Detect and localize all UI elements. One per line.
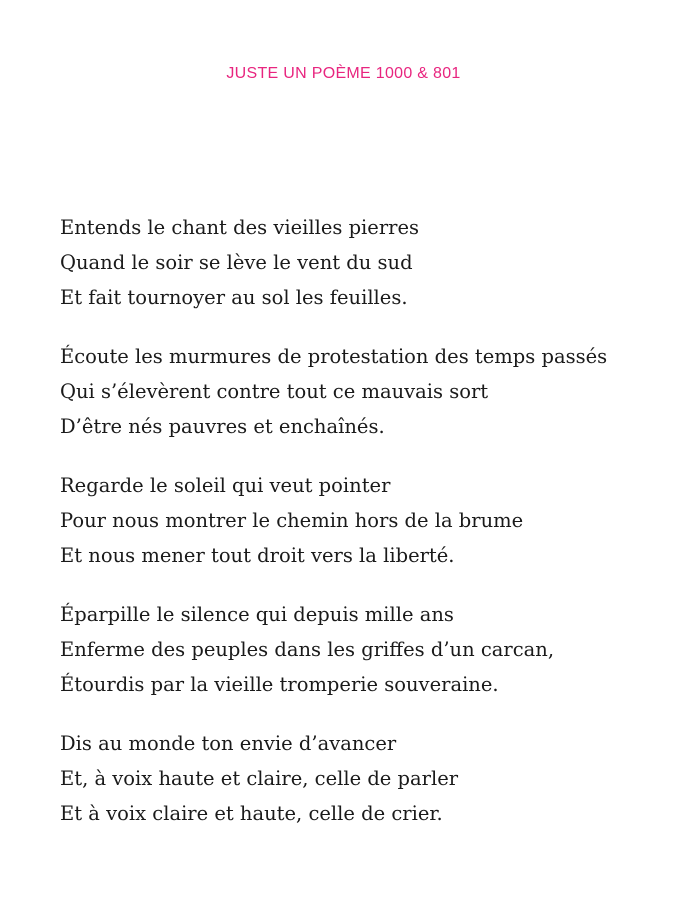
poem-line: Pour nous montrer le chemin hors de la brume bbox=[60, 509, 524, 532]
running-header: JUSTE UN POÈME 1000 & 801 bbox=[226, 65, 461, 82]
poem-line: Quand le soir se lève le vent du sud bbox=[60, 251, 413, 274]
poem-line: D’être nés pauvres et enchaînés. bbox=[60, 415, 385, 438]
poem-line: Et fait tournoyer au sol les feuilles. bbox=[60, 286, 408, 309]
stanza-1 bbox=[60, 210, 680, 315]
stanza-2 bbox=[60, 339, 680, 444]
poem-line: Et à voix claire et haute, celle de crier. bbox=[60, 802, 443, 825]
stanza-4 bbox=[60, 597, 680, 702]
poem-line: Qui s’élevèrent contre tout ce mauvais sort bbox=[60, 380, 489, 403]
poem-line: Écoute les murmures de protestation des temps passés bbox=[60, 345, 608, 368]
stanza-5 bbox=[60, 726, 680, 831]
poem-line: Étourdis par la vieille tromperie souveraine. bbox=[60, 673, 499, 696]
poem-body bbox=[60, 210, 680, 855]
poem-line: Et, à voix haute et claire, celle de parler bbox=[60, 767, 459, 790]
stanza-3 bbox=[60, 468, 680, 573]
poem-line: Éparpille le silence qui depuis mille ans bbox=[60, 603, 454, 626]
poem-line: Enferme des peuples dans les griffes d’un carcan, bbox=[60, 638, 555, 661]
poem-line: Entends le chant des vieilles pierres bbox=[60, 216, 420, 239]
poem-line: Et nous mener tout droit vers la liberté. bbox=[60, 544, 455, 567]
poem-line: Regarde le soleil qui veut pointer bbox=[60, 474, 391, 497]
poem-line: Dis au monde ton envie d’avancer bbox=[60, 732, 397, 755]
